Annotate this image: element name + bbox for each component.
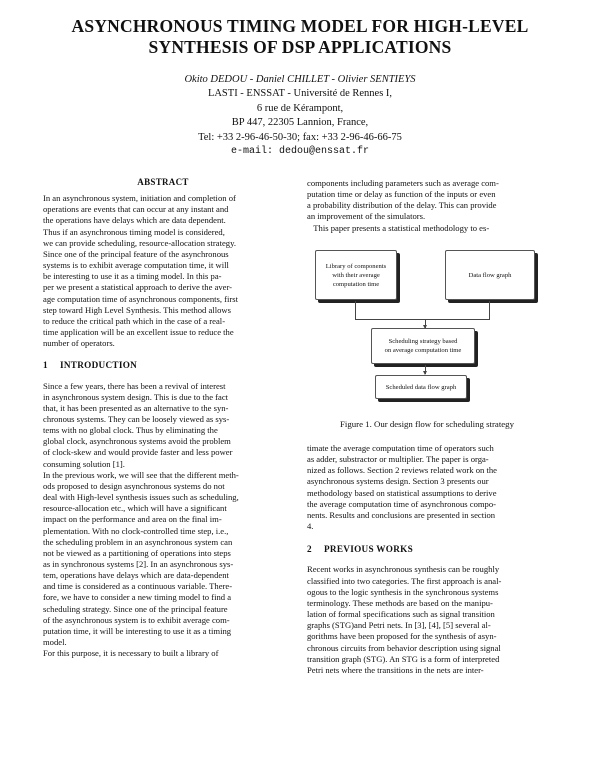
connector-line: [355, 301, 356, 319]
intro-line: In the previous work, we will see that the different meth-: [43, 469, 239, 480]
intro-line: resource-allocation etc., which will have a significant: [43, 503, 227, 514]
previous-line: graphs (STG)and Petri nets. In [3], [4], [5] several al-: [307, 620, 491, 631]
intro-line: ods proposed to design asynchronous systems do not: [43, 480, 225, 491]
intro-line: consuming solution [1].: [43, 458, 125, 469]
box-scheduling-line-1: Scheduling strategy based: [388, 338, 458, 345]
right-mid-line: 4.: [307, 521, 314, 532]
abstract-line: step toward High Level Synthesis. This method allows: [43, 304, 231, 315]
abstract-line: age computation time of asynchronous components, first: [43, 293, 238, 304]
intro-line: that, it has been presented as an alternative to the syn-: [43, 402, 229, 413]
intro-line: the scheduling problem in an asynchronous system can: [43, 536, 233, 547]
right-mid-line: methodology based on statistical assumptions to derive: [307, 487, 497, 498]
previous-line: lation of formal specifications such as signal transition: [307, 609, 495, 620]
figure-box-library: [315, 250, 397, 300]
intro-body: [43, 381, 283, 660]
previous-line: terminology. These methods are based on the manipu-: [307, 597, 493, 608]
intro-line: Since a few years, there has been a revival of interest: [43, 380, 226, 391]
intro-line: model.: [43, 637, 67, 648]
box-library-line-3: computation time: [332, 280, 380, 288]
paper-title: [0, 16, 600, 58]
previous-line: classified into two categories. The first approach is anal-: [307, 575, 502, 586]
figure-box-dataflow: [445, 250, 535, 300]
box-dataflow-label: Data flow graph: [468, 271, 512, 279]
author-block: [0, 73, 600, 159]
title-line-2: SYNTHESIS OF DSP APPLICATIONS: [148, 37, 452, 57]
section-title: PREVIOUS WORKS: [324, 544, 414, 555]
abstract-line: In an asynchronous system, initiation and completion of: [43, 193, 236, 204]
intro-line: in asynchronous system design. This is due to the fact: [43, 391, 229, 402]
right-top-line: This paper presents a statistical methodology to es-: [307, 222, 490, 233]
section-title: INTRODUCTION: [60, 360, 138, 371]
figure-caption: Figure 1. Our design flow for scheduling strategy: [340, 419, 514, 429]
intro-line: global clock, asynchronous systems avoid the problem: [43, 436, 231, 447]
abstract-line: per we present a statistical approach to derive the aver-: [43, 282, 233, 293]
abstract-line: we can provide scheduling, resource-allocation strategy.: [43, 237, 236, 248]
box-library-line-2: with their average: [332, 271, 380, 279]
intro-line: tems with no global clock. Thus by eliminating the: [43, 425, 218, 436]
previous-line: Recent works in asynchronous synthesis can be roughly: [307, 564, 500, 575]
author-street: 6 rue de Kérampont,: [256, 102, 344, 114]
right-column: [307, 178, 547, 234]
right-top-line: putation time or delay as function of the inputs or even: [307, 189, 496, 200]
abstract-line: operations are events that can occur at any instant and: [43, 204, 229, 215]
intro-line: plementation. With no clock-controlled time step, i.e.,: [43, 525, 229, 536]
intro-line: fore, we have to consider a new timing model to find a: [43, 592, 232, 603]
abstract-line: be interesting to use it as a timing model. In this pa-: [43, 271, 222, 282]
right-top-line: a probability distribution of the delay. This can provide: [307, 200, 497, 211]
right-mid-line: as adder, substractor or multiplier. The paper is orga-: [307, 454, 489, 465]
figure-box-scheduled: [375, 375, 467, 399]
title-line-1: ASYNCHRONOUS TIMING MODEL FOR HIGH-LEVEL: [71, 16, 529, 36]
right-mid-line: timate the average computation time of operators such: [307, 443, 494, 453]
abstract-line: Thus if an asynchronous timing model is considered,: [43, 226, 225, 237]
intro-line: as in synchronous systems [2]. In an asynchronous sys-: [43, 559, 234, 569]
connector-line: [489, 301, 490, 319]
author-affiliation: LASTI - ENSSAT - Université de Rennes I,: [207, 88, 393, 100]
intro-line: deal with High-level synthesis issues such as scheduling,: [43, 492, 239, 503]
left-column: [43, 177, 283, 659]
intro-line: scheduling strategy. Since one of the principal feature: [43, 603, 228, 614]
figure-box-scheduling: [371, 328, 475, 364]
abstract-heading: ABSTRACT: [137, 177, 189, 187]
author-city: BP 447, 22305 Lannion, France,: [231, 117, 369, 129]
intro-line: of the asynchronous system is to exhibit average com-: [43, 614, 230, 625]
right-top-line: components including parameters such as average com-: [307, 178, 499, 188]
author-email: e-mail: dedou@enssat.fr: [230, 146, 370, 158]
previous-line: gorithms have been proposed for the synthesis of asyn-: [307, 631, 497, 642]
box-scheduling-line-2: on average computation time: [384, 347, 462, 354]
right-mid-line: the average computation time of asynchronous compo-: [307, 498, 497, 509]
abstract-line: the operations have delays which are data dependent.: [43, 215, 226, 226]
abstract-body: [43, 193, 283, 349]
intro-line: and time is considered as a continuous variable. There-: [43, 581, 233, 592]
abstract-line: time application will be an excellent issue to reduce the: [43, 327, 234, 338]
previous-line: chronous circuits from behavior description using signal: [307, 642, 501, 653]
right-column-continued: [307, 443, 547, 676]
right-mid-line: asynchronous systems design. Section 3 presents our: [307, 476, 489, 487]
previous-line: transition graph (STG). An STG is a form of interpreted: [307, 653, 500, 664]
section-2-heading: [307, 544, 547, 555]
previous-line: Petri nets where the transitions in the nets are inter-: [307, 664, 484, 675]
intro-line: chronous systems. They can be loosely viewed as sys-: [43, 413, 230, 424]
section-1-heading: [43, 360, 283, 371]
abstract-line: to reduce the critical path which in the case of a real-: [43, 315, 226, 326]
connector-line: [355, 319, 490, 320]
abstract-line: Since one of the principal feature of the asynchronous: [43, 248, 229, 259]
right-mid-line: nents. Results and conclusions are presented in section: [307, 509, 496, 520]
section-number: 1: [43, 360, 48, 371]
intro-line: For this purpose, it is necessary to built a library of: [43, 648, 219, 659]
abstract-line: number of operators.: [43, 338, 115, 349]
intro-line: of clock-skew and would provide faster and less power: [43, 447, 233, 458]
author-names: Okito DEDOU - Daniel CHILLET - Olivier SENTIEYS: [184, 74, 416, 85]
previous-line: ogous to the logic synthesis in the synchronous systems: [307, 586, 499, 597]
right-top-line: an improvement of the simulators.: [307, 211, 426, 222]
intro-line: impact on the performance and area on the final im-: [43, 514, 222, 525]
intro-line: putation time, it will be interesting to use it as a timing: [43, 625, 232, 636]
box-library-line-1: Library of components: [325, 262, 387, 270]
abstract-line: systems is to exhibit average computation time, it will: [43, 260, 229, 271]
figure-1: [307, 240, 547, 430]
author-phone: Tel: +33 2-96-46-50-30; fax: +33 2-96-46-66-75: [198, 131, 402, 143]
right-mid-line: nized as follows. Section 2 reviews related work on the: [307, 465, 497, 476]
intro-line: tem, operations have delays which are data-dependent: [43, 570, 229, 581]
box-scheduled-label: Scheduled data flow graph: [385, 383, 457, 391]
intro-line: not be viewed as a partitioning of operations into steps: [43, 547, 231, 558]
section-number: 2: [307, 544, 312, 555]
